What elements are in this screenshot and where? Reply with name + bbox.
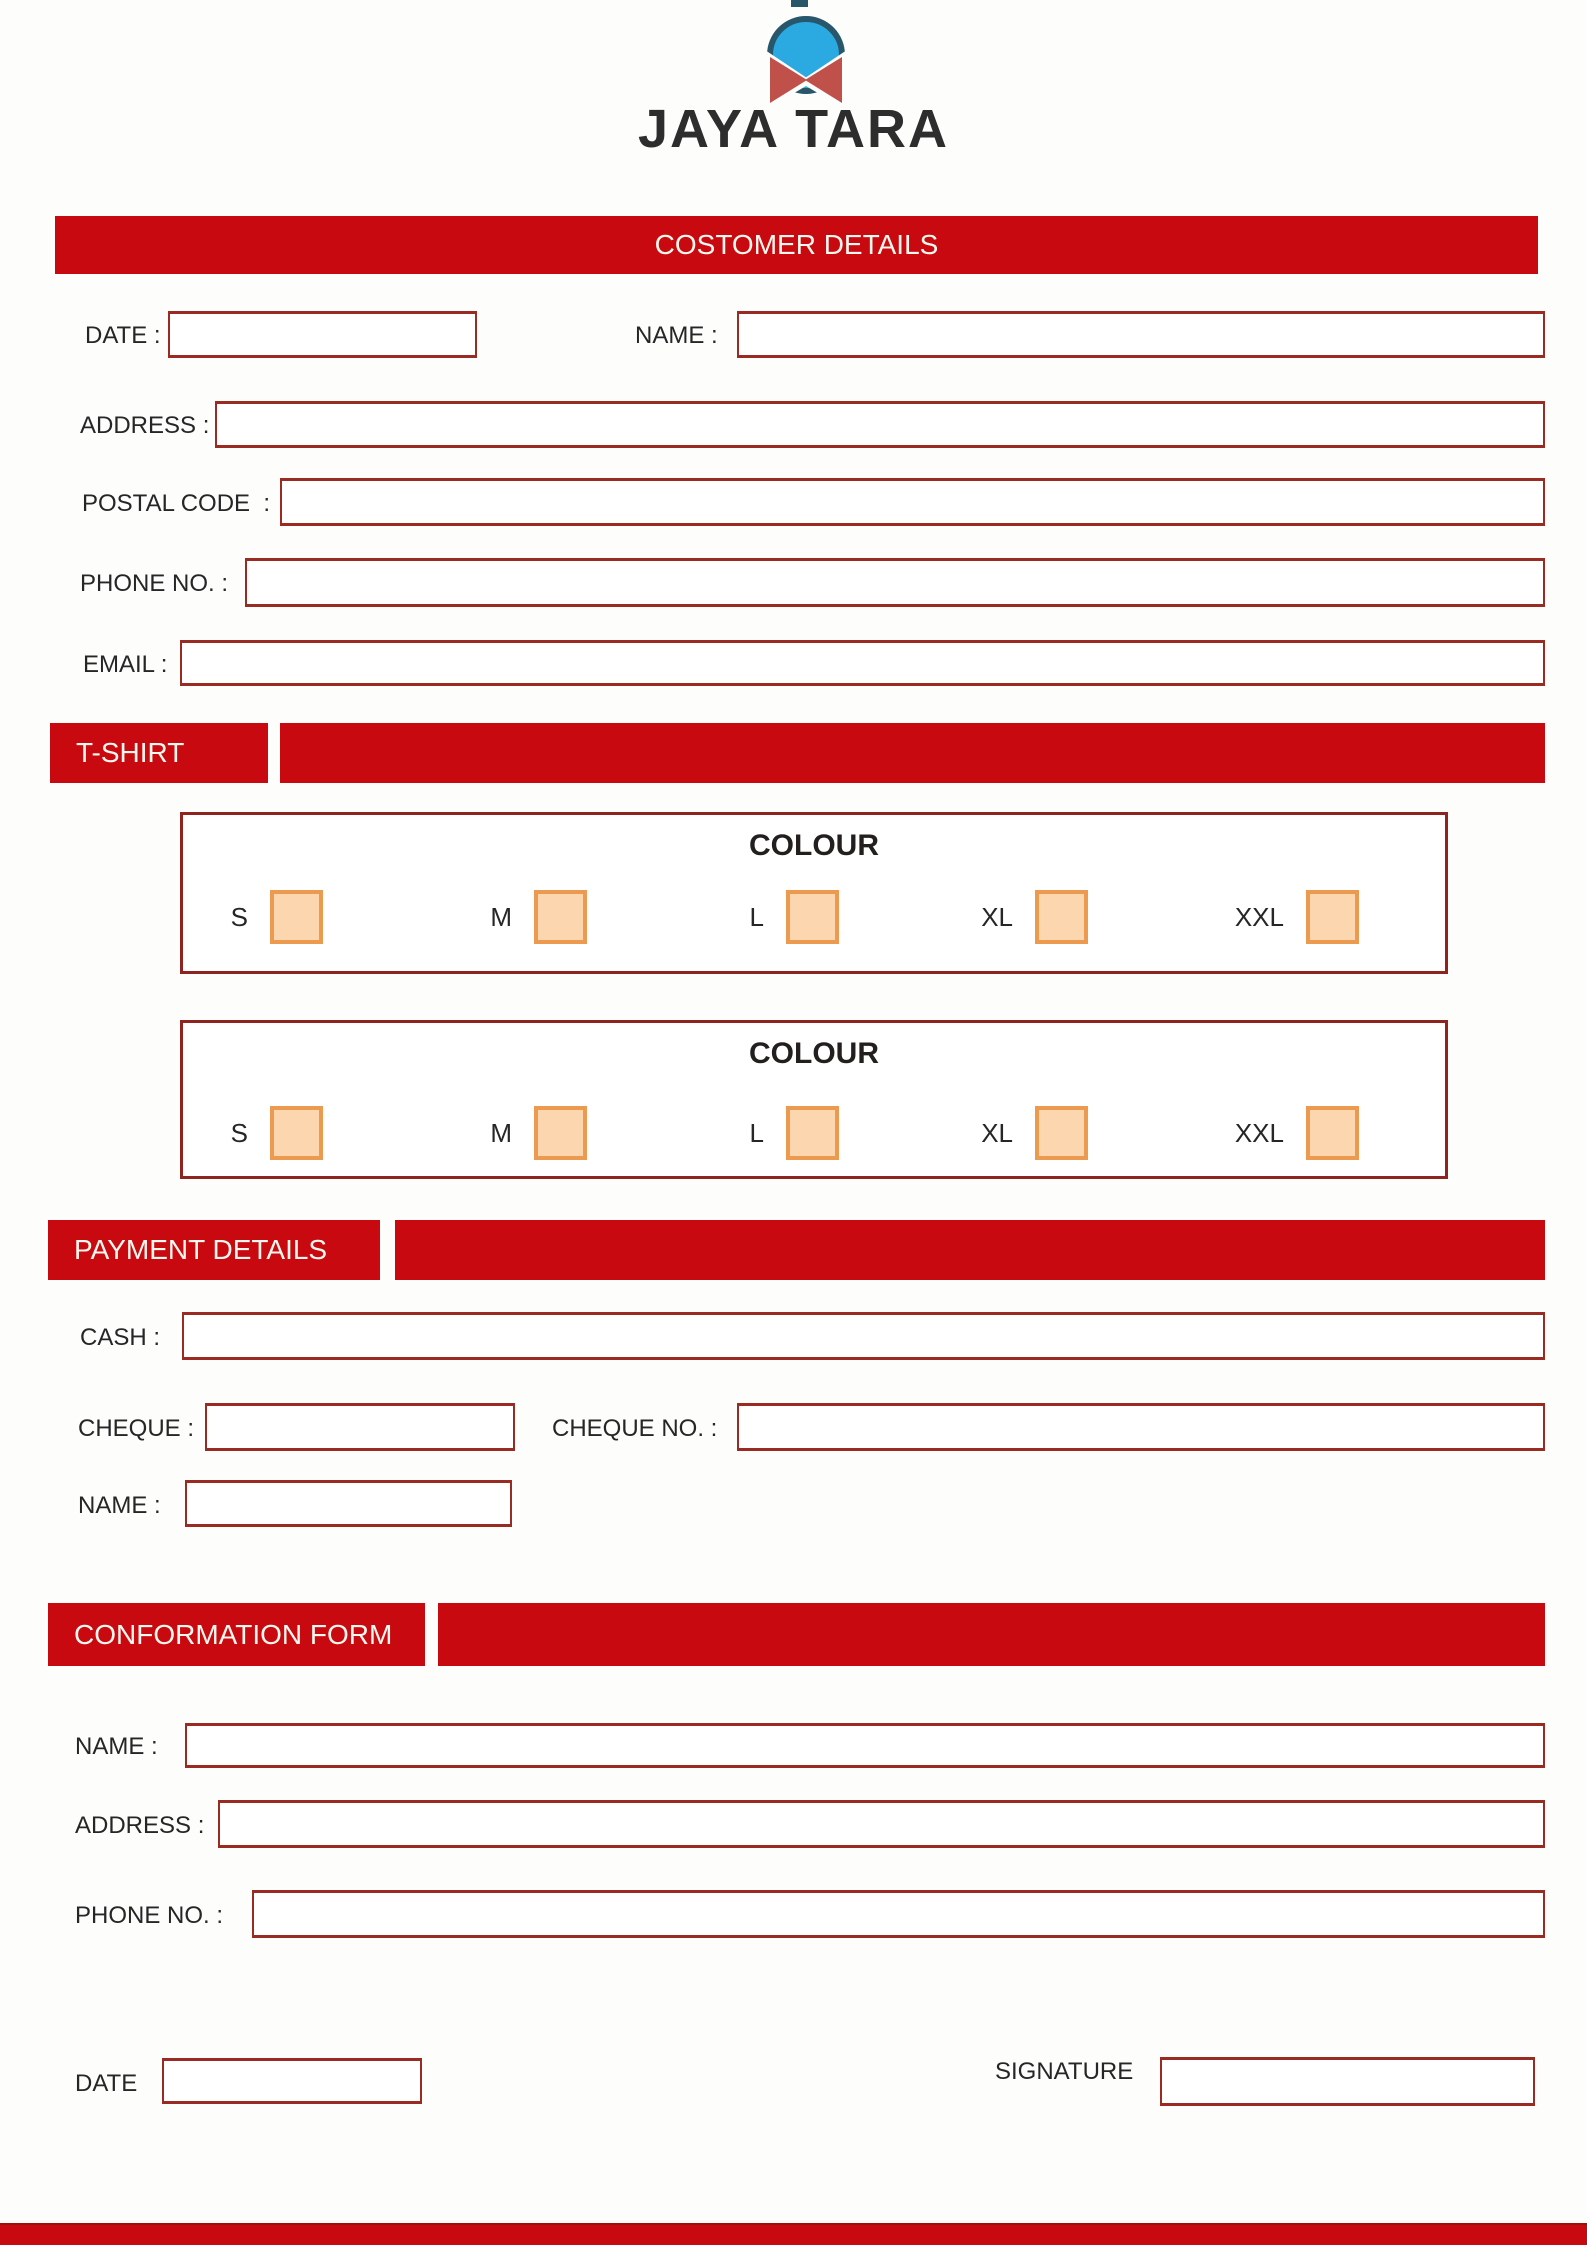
footer-bar [0, 2223, 1587, 2245]
size-item-l [694, 1105, 839, 1161]
size-checkbox[interactable] [1035, 1106, 1088, 1160]
size-label: L [749, 901, 764, 932]
colour-box-1 [180, 812, 1448, 974]
conf-phone-input[interactable] [252, 1890, 1545, 1938]
size-label: XXL [1234, 1117, 1284, 1148]
signature-input[interactable] [1160, 2057, 1535, 2106]
date-input[interactable] [168, 311, 477, 358]
date-label: DATE : [85, 322, 161, 349]
cheque-input[interactable] [205, 1403, 515, 1451]
cash-input[interactable] [182, 1312, 1545, 1360]
cash-label: CASH : [80, 1324, 161, 1351]
signature-label: SIGNATURE [995, 2058, 1134, 2085]
phone-label: PHONE NO. : [80, 570, 229, 597]
size-label: S [230, 1117, 248, 1148]
size-item-xl [943, 889, 1088, 945]
colour-box-2 [180, 1020, 1448, 1179]
conf-address-label: ADDRESS : [75, 1812, 205, 1839]
email-label: EMAIL : [83, 651, 168, 678]
cheque-label: CHEQUE : [78, 1415, 195, 1442]
payment-banner-bar [395, 1220, 1545, 1280]
tshirt-banner-bar [280, 723, 1545, 783]
conf-date-input[interactable] [162, 2058, 422, 2104]
postal-code-input[interactable] [280, 478, 1545, 526]
size-label: XL [981, 1117, 1013, 1148]
conformation-form-title: CONFORMATION FORM [74, 1618, 393, 1650]
size-checkbox[interactable] [270, 890, 323, 944]
customer-details-title: COSTOMER DETAILS [654, 229, 939, 260]
tshirt-title: T-SHIRT [76, 737, 185, 768]
colour-title: COLOUR [749, 1037, 879, 1070]
size-item-l [694, 889, 839, 945]
payment-details-title: PAYMENT DETAILS [74, 1234, 328, 1265]
size-label: M [490, 1117, 512, 1148]
customer-details-banner [55, 216, 1538, 274]
size-item-xxl [1214, 1105, 1359, 1161]
conf-name-label: NAME : [75, 1733, 158, 1760]
size-item-xl [943, 1105, 1088, 1161]
size-item-s [178, 889, 323, 945]
conformation-banner-bar [438, 1603, 1545, 1666]
conformation-form-banner [48, 1603, 425, 1666]
size-checkbox[interactable] [270, 1106, 323, 1160]
size-label: M [490, 901, 512, 932]
address-label: ADDRESS : [80, 412, 210, 439]
phone-input[interactable] [245, 558, 1545, 607]
size-checkbox[interactable] [1306, 890, 1359, 944]
conf-name-input[interactable] [185, 1723, 1545, 1768]
size-checkbox[interactable] [534, 890, 587, 944]
tshirt-banner [50, 723, 268, 783]
logo [0, 0, 1587, 170]
postal-code-label: POSTAL CODE : [82, 490, 271, 517]
size-item-m [442, 1105, 587, 1161]
payment-details-banner [48, 1220, 380, 1280]
cheque-no-input[interactable] [737, 1403, 1545, 1451]
conf-address-input[interactable] [218, 1800, 1545, 1848]
cheque-no-label: CHEQUE NO. : [552, 1415, 718, 1442]
conf-phone-label: PHONE NO. : [75, 1902, 224, 1929]
name-label: NAME : [635, 322, 718, 349]
email-input[interactable] [180, 640, 1545, 686]
name-input[interactable] [737, 311, 1545, 358]
size-item-xxl [1214, 889, 1359, 945]
size-item-m [442, 889, 587, 945]
colour-title: COLOUR [749, 829, 879, 862]
size-label: S [230, 901, 248, 932]
size-label: XXL [1234, 901, 1284, 932]
size-label: L [749, 1117, 764, 1148]
size-label: XL [981, 901, 1013, 932]
size-checkbox[interactable] [786, 1106, 839, 1160]
size-checkbox[interactable] [1035, 890, 1088, 944]
payment-name-label: NAME : [78, 1492, 161, 1519]
size-checkbox[interactable] [1306, 1106, 1359, 1160]
address-input[interactable] [215, 401, 1545, 448]
size-checkbox[interactable] [786, 890, 839, 944]
brand-name: JAYA TARA [637, 99, 950, 159]
size-checkbox[interactable] [534, 1106, 587, 1160]
payment-name-input[interactable] [185, 1480, 512, 1527]
size-item-s [178, 1105, 323, 1161]
conf-date-label: DATE [75, 2070, 138, 2097]
